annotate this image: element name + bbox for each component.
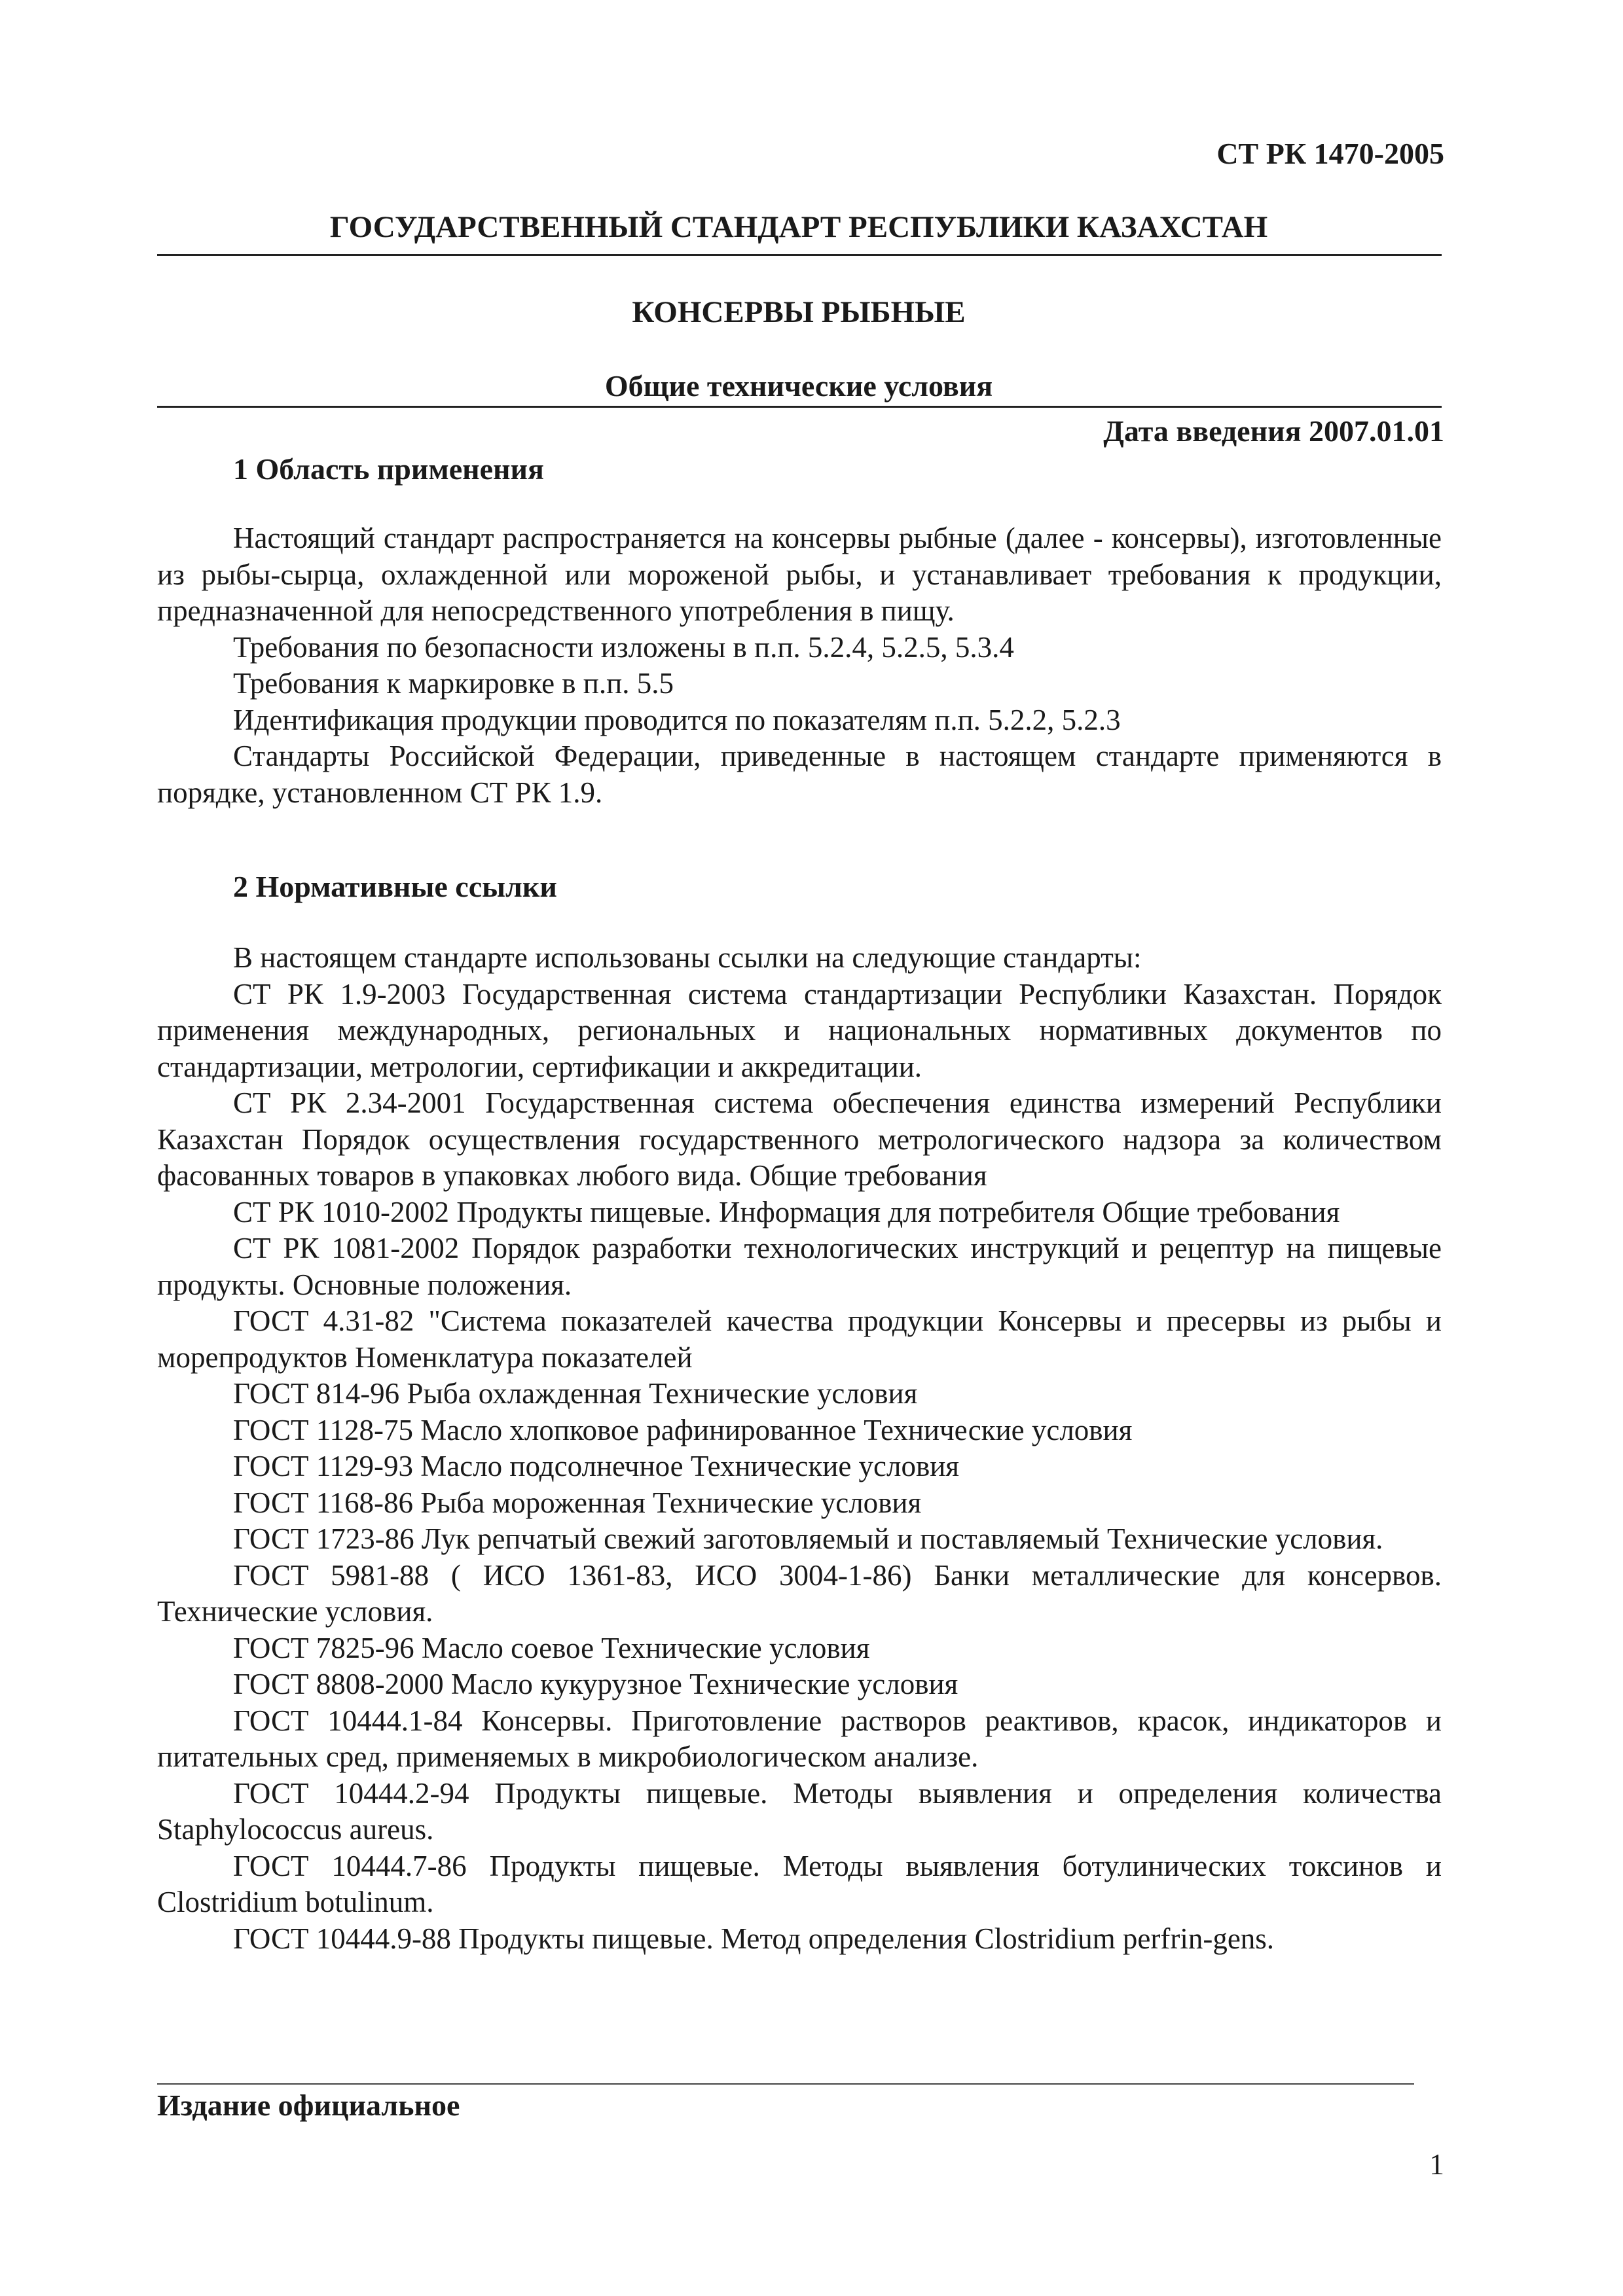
subtitle-underline xyxy=(157,406,1442,408)
document-title: КОНСЕРВЫ РЫБНЫЕ xyxy=(632,295,966,329)
paragraph: В настоящем стандарте использованы ссылки на следующие стандарты: xyxy=(233,941,1142,974)
section-1-body xyxy=(157,520,1442,811)
page-number: 1 xyxy=(1429,2147,1444,2181)
section-2-heading: 2 Нормативные ссылки xyxy=(233,870,557,903)
paragraph: Требования к маркировке в п.п. 5.5 xyxy=(233,667,674,700)
reference-item: ГОСТ 8808-2000 Масло кукурузное Технические условия xyxy=(233,1668,958,1700)
reference-item: ГОСТ 10444.2-94 Продукты пищевые. Методы выявления и определения количества Staphylococcus aureus. xyxy=(157,1776,1442,1846)
state-standard-title: ГОСУДАРСТВЕННЫЙ СТАНДАРТ РЕСПУБЛИКИ КАЗАХСТАН xyxy=(329,210,1268,244)
reference-item: СТ РК 2.34-2001 Государственная система обеспечения единства измерений Республики Казахстан Порядок осуществления государственного метрологического надзора за количеством фасованных товаров в упаковках любого вида. Общие требования xyxy=(157,1086,1442,1192)
reference-item: ГОСТ 4.31-82 "Система показателей качества продукции Консервы и пресервы из рыбы и морепродуктов Номенклатура показателей xyxy=(157,1304,1442,1374)
paragraph: Стандарты Российской Федерации, приведенные в настоящем стандарте применяются в порядке, установленном СТ РК 1.9. xyxy=(157,740,1442,809)
paragraph: Требования по безопасности изложены в п.п. 5.2.4, 5.2.5, 5.3.4 xyxy=(233,630,1014,664)
reference-item: ГОСТ 1168-86 Рыба мороженная Технические условия xyxy=(233,1486,922,1519)
reference-item: ГОСТ 1723-86 Лук репчатый свежий заготовляемый и поставляемый Технические условия. xyxy=(233,1522,1383,1555)
document-subtitle: Общие технические условия xyxy=(604,369,993,403)
reference-item: ГОСТ 10444.9-88 Продукты пищевые. Метод определения Clostridium perfrin-gens. xyxy=(233,1922,1275,1955)
reference-item: ГОСТ 10444.1-84 Консервы. Приготовление растворов реактивов, красок, индикаторов и питательных сред, применяемых в микробиологическом анализе. xyxy=(157,1704,1442,1773)
document-code: СТ РК 1470-2005 xyxy=(1216,137,1444,170)
reference-item: СТ РК 1010-2002 Продукты пищевые. Информация для потребителя Общие требования xyxy=(233,1195,1340,1229)
reference-item: ГОСТ 5981-88 ( ИСО 1361-83, ИСО 3004-1-86) Банки металлические для консервов. Технические условия. xyxy=(157,1558,1442,1628)
reference-item: ГОСТ 814-96 Рыба охлажденная Технические условия xyxy=(233,1377,918,1410)
introduction-date: Дата введения 2007.01.01 xyxy=(1103,414,1444,448)
reference-item: ГОСТ 1128-75 Масло хлопковое рафинированное Технические условия xyxy=(233,1413,1133,1446)
reference-item: ГОСТ 10444.7-86 Продукты пищевые. Методы выявления ботулинических токсинов и Clostridium botulinum. xyxy=(157,1849,1442,1918)
section-1-heading: 1 Область применения xyxy=(233,452,544,486)
reference-item: СТ РК 1081-2002 Порядок разработки технологических инструкций и рецептур на пищевые продукты. Основные положения. xyxy=(157,1232,1442,1301)
paragraph: Идентификация продукции проводится по показателям п.п. 5.2.2, 5.2.3 xyxy=(233,703,1121,736)
title-underline xyxy=(157,254,1442,256)
reference-item: ГОСТ 7825-96 Масло соевое Технические условия xyxy=(233,1631,870,1664)
section-2-body xyxy=(157,940,1442,1957)
official-edition-label: Издание официальное xyxy=(157,2089,460,2122)
reference-item: ГОСТ 1129-93 Масло подсолнечное Технические условия xyxy=(233,1450,960,1482)
footer-rule xyxy=(157,2083,1414,2085)
reference-item: СТ РК 1.9-2003 Государственная система стандартизации Республики Казахстан. Порядок применения международных, региональных и национальных нормативных документов по стандартизации, метрологии, сертификации и аккредитации. xyxy=(157,977,1442,1083)
paragraph: Настоящий стандарт распространяется на консервы рыбные (далее - консервы), изготовленные из рыбы-сырца, охлажденной или мороженой рыбы, и устанавливает требования к продукции, предназначенной для непосредственного употребления в пищу. xyxy=(157,522,1442,627)
